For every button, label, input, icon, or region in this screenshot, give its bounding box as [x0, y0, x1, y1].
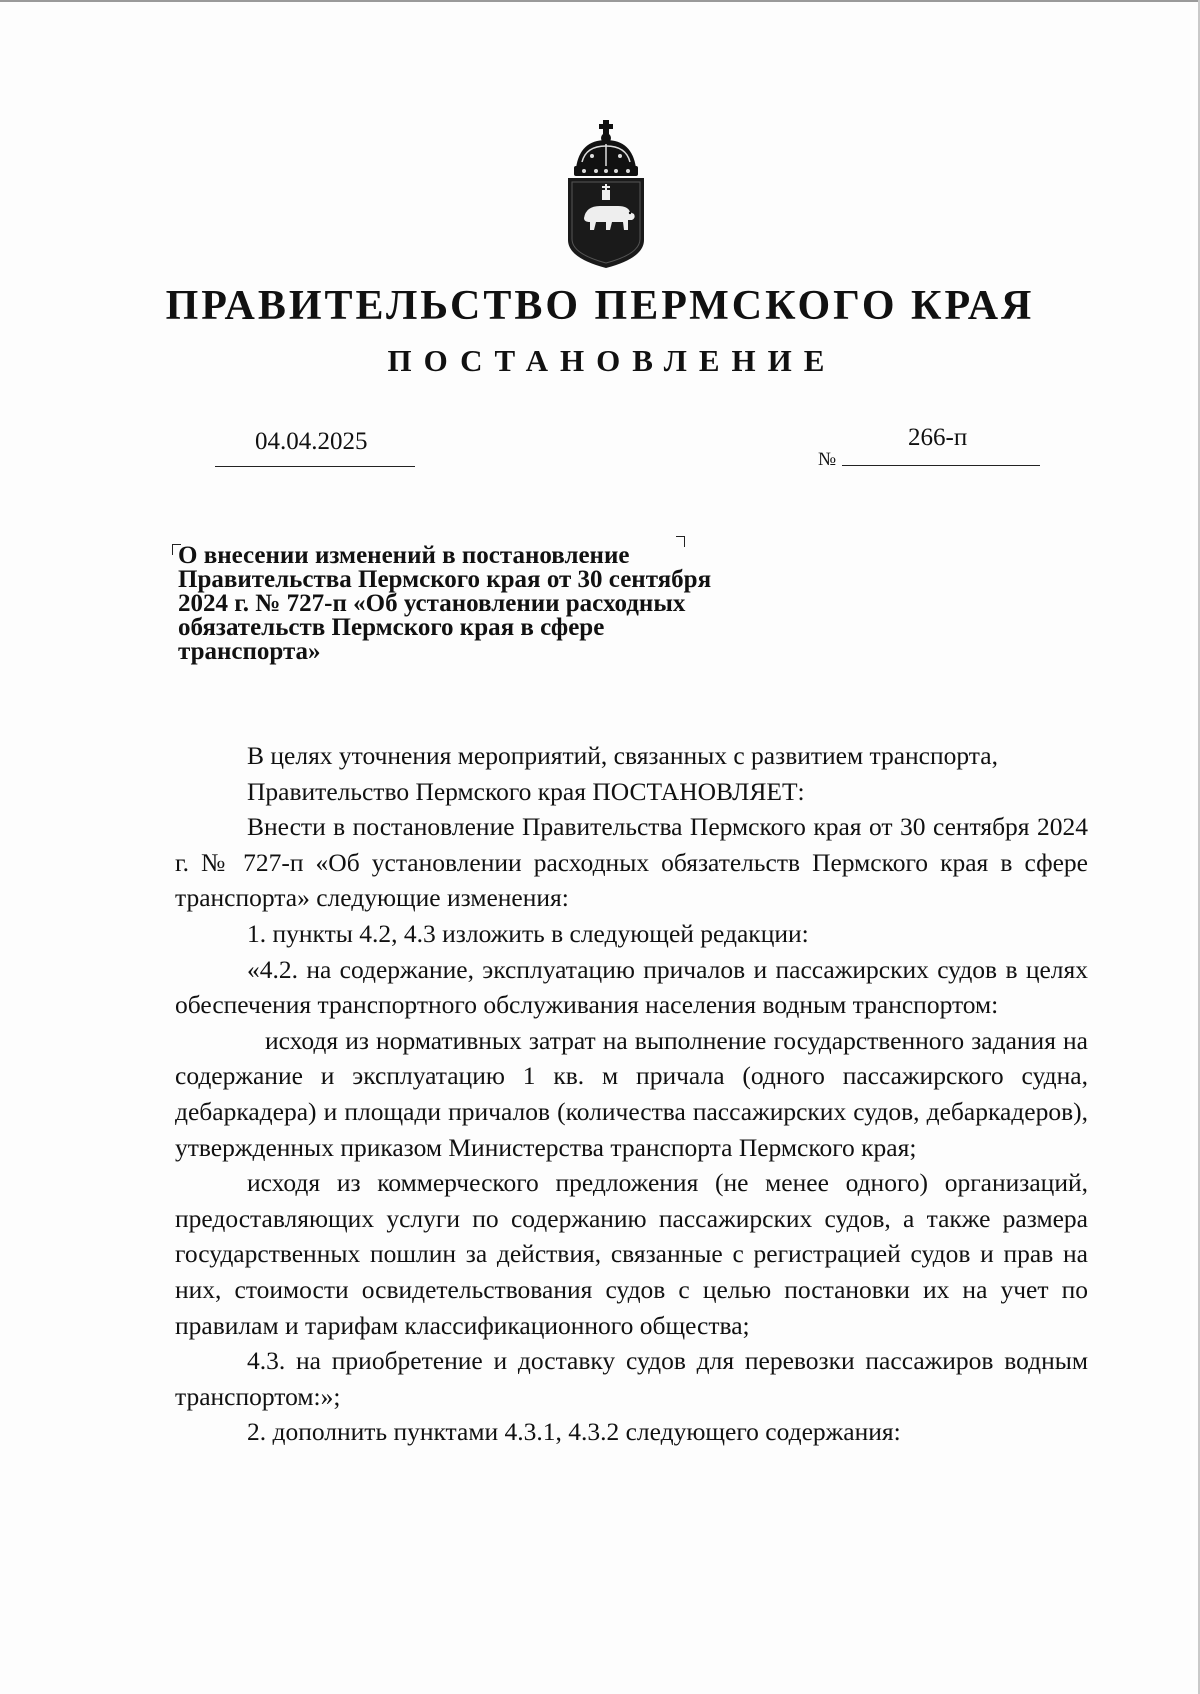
- document-number: 266-п: [908, 424, 968, 451]
- number-sign: №: [818, 449, 837, 470]
- subject-line: Правительства Пермского края от 30 сентября: [178, 566, 712, 593]
- government-title: ПРАВИТЕЛЬСТВО ПЕРМСКОГО КРАЯ: [165, 283, 1035, 329]
- subject-line: 2024 г. № 727-п «Об установлении расходных: [178, 590, 686, 617]
- subject-line: О внесении изменений в постановление: [178, 542, 630, 569]
- document-date: 04.04.2025: [255, 428, 368, 455]
- document-type: ПОСТАНОВЛЕНИЕ: [387, 343, 837, 378]
- body-paragraph-4-2: «4.2. на содержание, эксплуатацию причалов и пассажирских судов в целях обеспечения транспортного обслуживания населения водным транспортом:: [175, 954, 1088, 1020]
- subject-line: транспорта»: [178, 638, 321, 665]
- document-body: [175, 738, 1088, 1450]
- body-paragraph-amend: Внести в постановление Правительства Пермского края от 30 сентября 2024 г. № 727-п «Об установлении расходных обязательств Пермского края в сфере транспорта» следующие изменения:: [175, 812, 1088, 913]
- date-underline: [215, 466, 415, 467]
- number-underline: [842, 465, 1040, 466]
- perm-krai-coat-of-arms-icon: [560, 118, 652, 270]
- body-paragraph-normative-costs: исходя из нормативных затрат на выполнение государственного задания на содержание и эксплуатацию 1 кв. м причала (одного пассажирского судна, дебаркадера) и площади причалов (количества пассажирских судов, дебаркадеров), утвержденных приказом Министерства транспорта Пермского края;: [175, 1025, 1088, 1162]
- scan-edge-top: [0, 0, 1200, 2]
- body-paragraph-4-3: 4.3. на приобретение и доставку судов для перевозки пассажиров водным транспортом:»;: [175, 1346, 1088, 1411]
- document-subject: [178, 544, 818, 664]
- subject-line: обязательств Пермского края в сфере: [178, 614, 605, 641]
- body-paragraph-commercial-offer: исходя из коммерческого предложения (не менее одного) организаций, предоставляющих услуги по содержанию пассажирских судов, а также размера государственных пошлин за действия, связанные с регистрацией судов и прав на них, стоимости освидетельствования судов с целью постановки их на учет по правилам и тарифам классификационного общества;: [175, 1168, 1088, 1340]
- body-paragraph-preamble: В целях уточнения мероприятий, связанных с развитием транспорта,: [247, 741, 998, 770]
- body-paragraph-item-2: 2. дополнить пунктами 4.3.1, 4.3.2 следующего содержания:: [247, 1417, 901, 1447]
- body-paragraph-item-1: 1. пункты 4.2, 4.3 изложить в следующей редакции:: [247, 918, 809, 948]
- body-paragraph-resolves: Правительство Пермского края ПОСТАНОВЛЯЕТ:: [247, 776, 805, 806]
